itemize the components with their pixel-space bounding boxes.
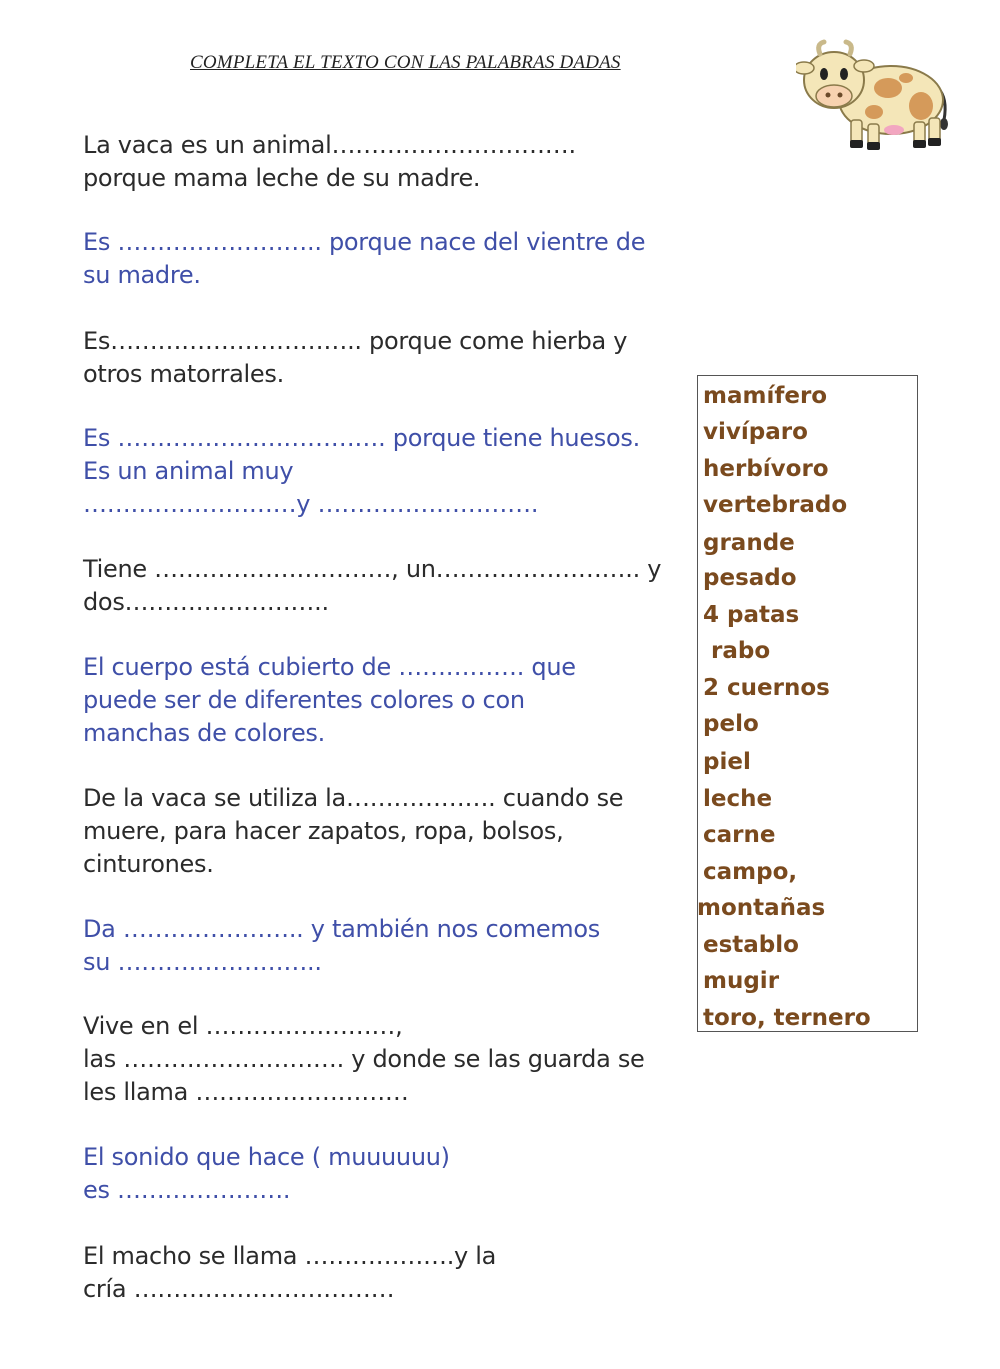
word-bank-item: 2 cuernos xyxy=(703,675,830,701)
paragraph-line: El macho se llama ……………….y la xyxy=(83,1242,497,1270)
word-bank-item: grande xyxy=(703,530,795,556)
paragraph-line: El sonido que hace ( muuuuuu) xyxy=(83,1143,450,1171)
paragraph-line: dos…………………….. xyxy=(83,588,329,616)
paragraph-line: El cuerpo está cubierto de ……………. que xyxy=(83,653,576,681)
word-bank-item: vertebrado xyxy=(703,492,848,518)
paragraph-11 xyxy=(83,1240,693,1306)
paragraph-line: De la vaca se utiliza la………………. cuando se xyxy=(83,784,624,812)
word-bank-item: mamífero xyxy=(703,383,828,409)
paragraph-6 xyxy=(83,651,693,750)
paragraph-line: Tiene …………………………, un…………………….. y xyxy=(83,555,662,583)
paragraph-3 xyxy=(83,325,693,391)
paragraph-line: su …………………….. xyxy=(83,948,322,976)
paragraph-line: su madre. xyxy=(83,261,201,289)
word-bank-item: carne xyxy=(703,822,776,848)
paragraph-2 xyxy=(83,226,693,292)
word-bank-item: leche xyxy=(703,786,773,812)
paragraph-9 xyxy=(83,1010,693,1109)
paragraph-line: Vive en el ……………………, xyxy=(83,1012,403,1040)
paragraph-line: porque mama leche de su madre. xyxy=(83,164,481,192)
paragraph-5 xyxy=(83,553,693,619)
paragraph-line: manchas de colores. xyxy=(83,719,325,747)
word-bank-item: vivíparo xyxy=(703,419,808,445)
paragraph-8 xyxy=(83,913,693,979)
paragraph-line: Es ……………………………. porque tiene huesos. xyxy=(83,424,640,452)
word-bank-item: toro, ternero xyxy=(703,1005,871,1031)
paragraph-line: cría …………………………… xyxy=(83,1275,395,1303)
paragraph-line: cinturones. xyxy=(83,850,214,878)
paragraph-line: La vaca es un animal…………………………. xyxy=(83,131,576,159)
cow-icon xyxy=(796,38,954,154)
paragraph-line: les llama ……………………… xyxy=(83,1078,409,1106)
word-bank-item: mugir xyxy=(703,968,780,994)
paragraph-1 xyxy=(83,129,693,195)
word-bank-item: 4 patas xyxy=(703,602,800,628)
word-bank-item: piel xyxy=(703,749,751,775)
word-bank-item: pesado xyxy=(703,565,797,591)
paragraph-line: Es …………………….. porque nace del vientre de xyxy=(83,228,646,256)
paragraph-line: Da ………………….. y también nos comemos xyxy=(83,915,600,943)
word-bank-item: establo xyxy=(703,932,799,958)
paragraph-7 xyxy=(83,782,693,881)
paragraph-line: Es………………………….. porque come hierba y xyxy=(83,327,628,355)
word-bank-item: montañas xyxy=(697,895,826,921)
word-bank-item: pelo xyxy=(703,711,759,737)
paragraph-line: muere, para hacer zapatos, ropa, bolsos, xyxy=(83,817,564,845)
paragraph-line: ………………………y ………………………. xyxy=(83,490,539,518)
word-bank-item: rabo xyxy=(703,638,771,664)
paragraph-line: es …………………. xyxy=(83,1176,291,1204)
word-bank-item: herbívoro xyxy=(703,456,829,482)
word-bank-item: campo, xyxy=(703,859,798,885)
worksheet-title: COMPLETA EL TEXTO CON LAS PALABRAS DADAS xyxy=(190,52,621,73)
paragraph-line: Es un animal muy xyxy=(83,457,294,485)
paragraph-4 xyxy=(83,422,693,521)
paragraph-10 xyxy=(83,1141,693,1207)
paragraph-line: otros matorrales. xyxy=(83,360,284,388)
paragraph-line: puede ser de diferentes colores o con xyxy=(83,686,525,714)
paragraph-line: las ………………………. y donde se las guarda se xyxy=(83,1045,645,1073)
